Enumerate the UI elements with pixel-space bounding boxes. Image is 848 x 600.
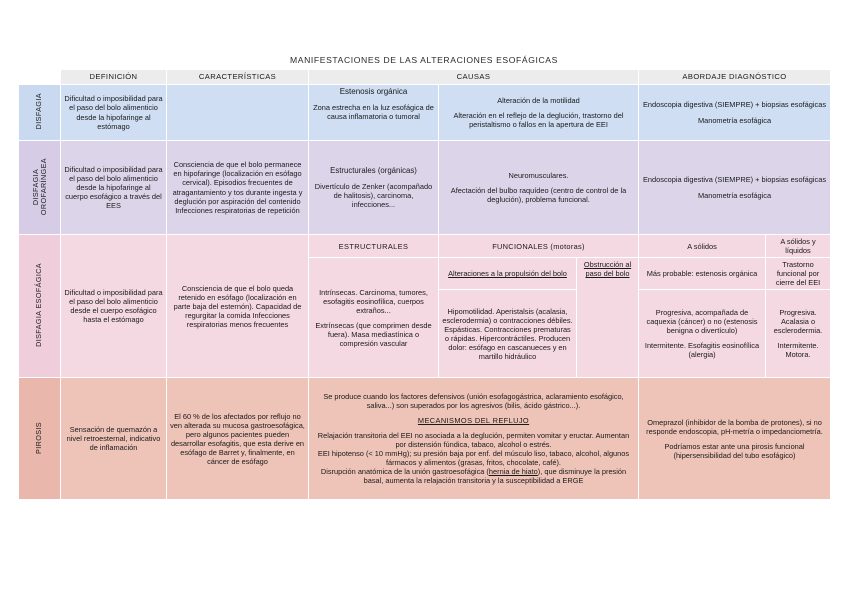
esofagica-solidos-title: A sólidos [639,235,766,258]
esofagica-solidos-detail: Progresiva, acompañada de caquexia (cáncer) o no (estenosis benigna o divertículo) Intermitente. Esofagitis eosinofílica (alergia) [639,290,766,378]
row-orofaringea [19,141,831,235]
orofaringea-definicion: Dificultad o imposibilidad para el paso del bolo alimenticio desde la hipofaringe al cuerpo esofágico a través del EES [61,141,167,235]
disfagia-causa-motilidad: Alteración de la motilidad Alteración en el reflejo de la deglución, trastorno del peristaltismo o fallos en la apertura de EEI [439,85,639,141]
esofagica-estructurales-title: ESTRUCTURALES [309,235,439,258]
pirosis-abordaje: Omeprazol (inhibidor de la bomba de protones), si no responde endoscopia, pH-metría o impedanciometría. Podríamos estar ante una pirosis funcional (hipersensibilidad del tubo esofágico) [639,378,831,500]
disfagia-abordaje: Endoscopia digestiva (SIEMPRE) + biopsias esofágicas Manometría esofágica [639,85,831,141]
pirosis-definicion: Sensación de quemazón a nivel retroesternal, indicativo de inflamación [61,378,167,500]
header-causas: CAUSAS [309,70,639,85]
esofagica-definicion: Dificultad o imposibilidad para el paso del bolo alimenticio desde el cuerpo esofágico hasta el estómago [61,235,167,378]
header-blank [19,70,61,85]
esofagica-propulsion-text: Hipomotilidad. Aperistalsis (acalasia, esclerodermia) o contracciones débiles. Espásticas. Contracciones prematuras o rápidas. Hipercontráctiles. Producen dolor: esófago en cascanueces y en martillo hidráulico [439,290,577,378]
disfagia-causa-organica: Estenosis orgánica Zona estrecha en la luz esofágica de causa inflamatoria o tumoral [309,85,439,141]
header-caracteristicas: CARACTERÍSTICAS [167,70,309,85]
orofaringea-caracteristicas: Consciencia de que el bolo permanece en hipofaringe (localización en esófago cervical). Episodios frecuentes de atragantamiento y tos durante ingesta y deglución por aspiración del contenido Infecciones respiratorias de repetición [167,141,309,235]
row-pirosis [19,378,831,500]
orofaringea-abordaje: Endoscopia digestiva (SIEMPRE) + biopsias esofágicas Manometría esofágica [639,141,831,235]
orofaringea-causa-estructurales: Estructurales (orgánicas) Divertículo de Zenker (acompañado de halitosis), carcinoma, infecciones... [309,141,439,235]
esofagica-funcionales-title: FUNCIONALES (motoras) [439,235,639,258]
esofagica-liquidos-detail: Progresiva. Acalasia o esclerodermia. Intermitente. Motora. [766,290,831,378]
esofagica-propulsion-title: Alteraciones a la propulsión del bolo [439,258,577,290]
esofagica-solidos-1: Más probable: estenosis orgánica [639,258,766,290]
esophageal-table [18,69,831,500]
row-label-pirosis: PIROSIS [19,378,61,500]
row-esofagica-header [19,235,831,258]
header-definicion: DEFINICIÓN [61,70,167,85]
row-label-disfagia: DISFAGIA [19,85,61,141]
esofagica-liquidos-title: A sólidos y líquidos [766,235,831,258]
row-label-orofaringea: DISFAGIA OROFARÍNGEA [19,141,61,235]
esofagica-estructurales: Intrínsecas. Carcinoma, tumores, esofagitis eosinofílica, cuerpos extraños... Extrínsecas (que comprimen desde fuera). Masa mediastínica o compresión vascular [309,258,439,378]
orofaringea-causa-neuromusculares: Neuromusculares. Afectación del bulbo raquídeo (centro de control de la deglución), problema funcional. [439,141,639,235]
pirosis-caracteristicas: El 60 % de los afectados por reflujo no ven alterada su mucosa gastroesofágica, pero algunos pacientes pueden desarrollar esofagitis, que esta derive en esófago de Barret y, finalmente, en cáncer de esófago [167,378,309,500]
esofagica-liquidos-1: Trastorno funcional por cierre del EEI [766,258,831,290]
esofagica-caracteristicas: Consciencia de que el bolo queda retenido en esófago (localización en parte baja del esternón). Capacidad de regurgitar la comida Infecciones respiratorias menos frecuentes [167,235,309,378]
esofagica-obstruccion-title: Obstrucción al paso del bolo [577,258,639,378]
document-title: MANIFESTACIONES DE LAS ALTERACIONES ESOFÁGICAS [290,55,558,65]
pirosis-causas: Se produce cuando los factores defensivos (unión esofagogástrica, aclaramiento esofágico, saliva...) son superados por los agresivos (bilis, ácido gástrico...). MECANISMOS DEL REFLUJO Relajación transitoria del EEI no asociada a la deglución, permiten vomitar y eructar. Aumentan por distensión fúndica, tabaco, alcohol o estrés. EEI hipotenso (< 10 mmHg); su presión baja por enf. del músculo liso, tabaco, alcohol, algunos fármacos y alimentos (grasas, fritos, chocolate, café). Disrupción anatómica de la unión gastroesofágica (hernia de hiato), que disminuye la presión basal, aumenta la relajación transitoria y la susceptibilidad a ERGE [309,378,639,500]
header-row [19,70,831,85]
row-disfagia [19,85,831,141]
row-label-esofagica: DISFAGIA ESOFÁGICA [19,235,61,378]
header-abordaje: ABORDAJE DIAGNÓSTICO [639,70,831,85]
disfagia-caracteristicas [167,85,309,141]
disfagia-definicion: Dificultad o imposibilidad para el paso del bolo alimenticio desde la hipofaringe al estómago [61,85,167,141]
